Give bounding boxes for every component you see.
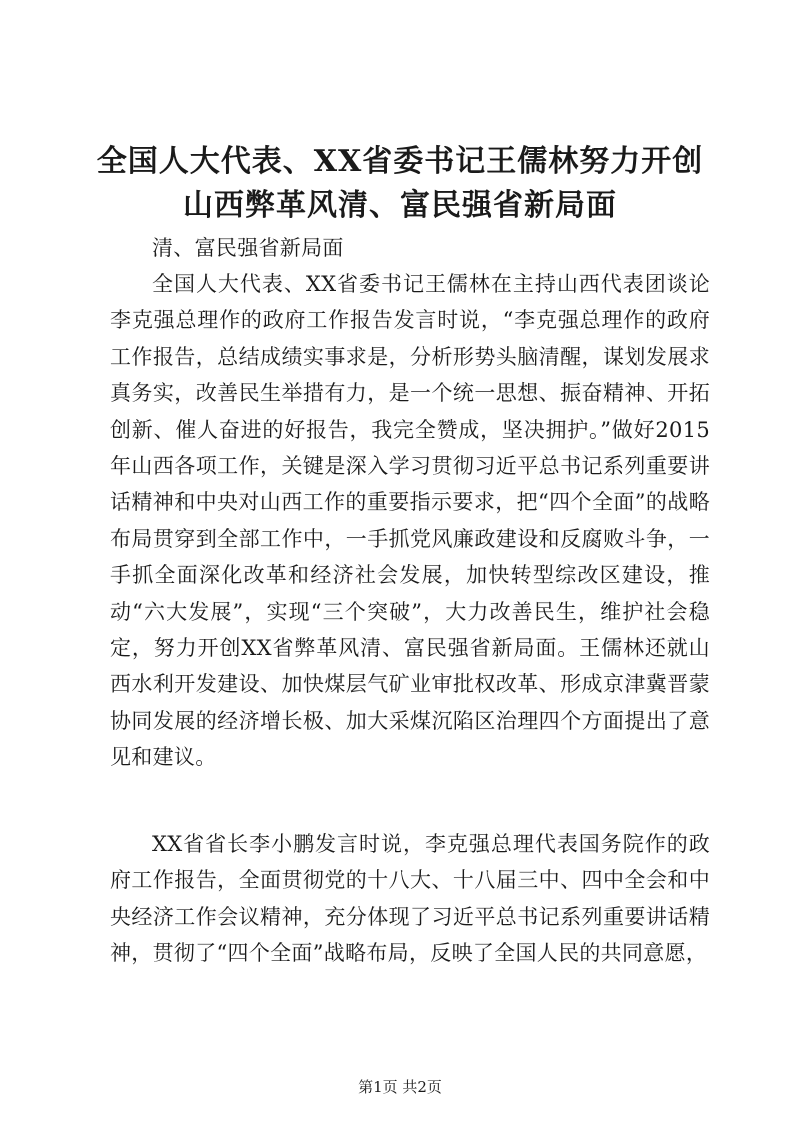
paragraph-2: XX省省长李小鹏发言时说，李克强总理代表国务院作的政府工作报告，全面贯彻党的十八大、十八届三中、四中全会和中央经济工作会议精神，充分体现了习近平总书记系列重要讲话精神，贯彻了“四个全面”战略布局，反映了全国人民的共同意愿， [110, 832, 710, 966]
document-title-line-2: 山西弊革风清、富民强省新局面 [183, 188, 617, 223]
document-subtitle: 清、富民强省新局面 [152, 236, 344, 260]
page-footer: 第1页 共2页 [358, 1078, 442, 1096]
paragraph-1: 全国人大代表、XX省委书记王儒林在主持山西代表团谈论李克强总理作的政府工作报告发言时说，“李克强总理作的政府工作报告，总结成绩实事求是，分析形势头脑清醒，谋划发展求真务实，改善民生举措有力，是一个统一思想、振奋精神、开拓创新、催人奋进的好报告，我完全赞成，坚决拥护。”做好2015年山西各项工作，关键是深入学习贯彻习近平总书记系列重要讲话精神和中央对山西工作的重要指示要求，把“四个全面”的战略布局贯穿到全部工作中，一手抓党风廉政建设和反腐败斗争，一手抓全面深化改革和经济社会发展，加快转型综改区建设，推动“六大发展”，实现“三个突破”，大力改善民生，维护社会稳定，努力开创XX省弊革风清、富民强省新局面。王儒林还就山西水利开发建设、加快煤层气矿业审批权改革、形成京津冀晋蒙协同发展的经济增长极、加大采煤沉陷区治理四个方面提出了意见和建议。 [110, 272, 710, 770]
document-title-line-1: 全国人大代表、XX省委书记王儒林努力开创 [96, 144, 704, 179]
